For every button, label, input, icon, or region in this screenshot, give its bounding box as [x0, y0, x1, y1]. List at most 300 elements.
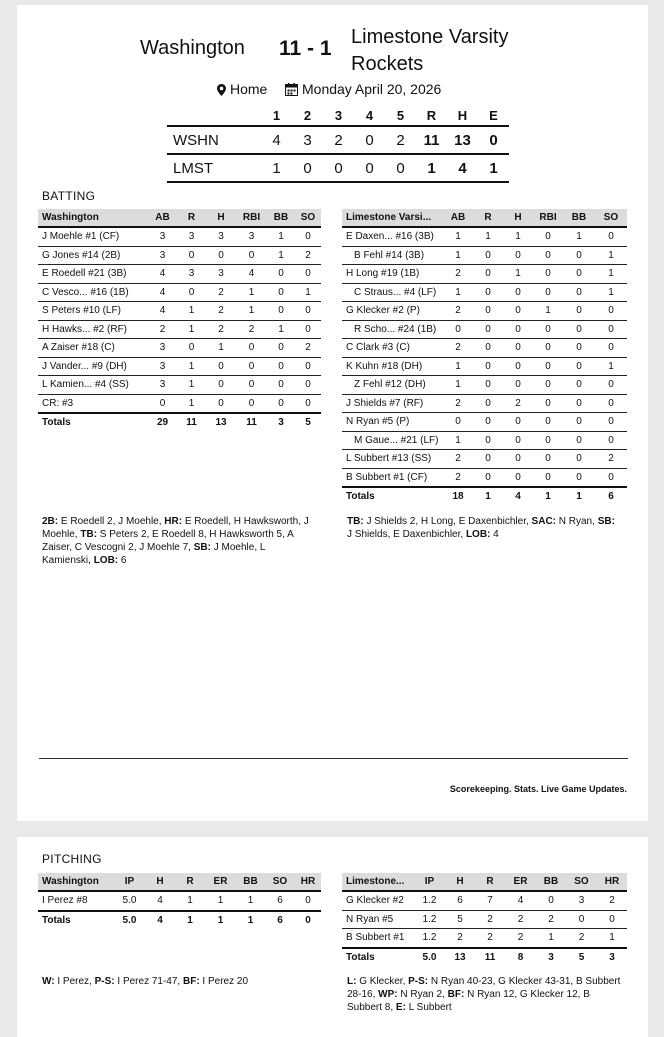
totals-row	[38, 911, 321, 930]
divider	[39, 758, 628, 759]
stat-value: 0	[295, 376, 321, 395]
player-row	[342, 302, 627, 321]
stat-value: 1	[473, 227, 503, 246]
player-name: B Fehl #14 (3B)	[342, 246, 443, 265]
away-pitching-table	[38, 873, 321, 929]
player-row	[38, 265, 321, 284]
player-row	[342, 339, 627, 358]
stat-column-header: H	[145, 873, 175, 891]
stat-value: 0	[503, 450, 533, 469]
stat-value: 0	[595, 431, 627, 450]
stat-value: 0	[236, 246, 267, 265]
stat-value: 0	[473, 283, 503, 302]
inning-score: 0	[365, 159, 374, 177]
stat-column-header: IP	[414, 873, 445, 891]
stat-value: 0	[295, 265, 321, 284]
inning-score: 0	[365, 131, 374, 149]
stat-column-header: BB	[563, 209, 595, 227]
stat-value: 1	[206, 339, 236, 358]
stat-value: 0	[595, 413, 627, 432]
stat-value: 1	[503, 227, 533, 246]
stat-value: 1	[595, 246, 627, 265]
line-score-row	[167, 126, 509, 154]
stat-value: 2	[475, 929, 505, 948]
stat-value: 0	[236, 376, 267, 395]
stat-value: 3	[148, 357, 177, 376]
line-score	[167, 105, 509, 183]
stat-value: 0	[473, 302, 503, 321]
stat-value: 0	[595, 394, 627, 413]
player-row	[342, 910, 627, 929]
stat-value: 0	[503, 246, 533, 265]
final-score: 11 - 1	[279, 37, 332, 60]
player-name: Totals	[42, 914, 71, 926]
team-column-header: Limestone Varsi...	[342, 209, 443, 227]
player-row	[342, 246, 627, 265]
stat-value: 0	[295, 891, 321, 911]
runs-header: R	[426, 107, 437, 123]
stat-value: 0	[267, 283, 295, 302]
stat-value: 0	[503, 431, 533, 450]
stat-value: 0	[563, 283, 595, 302]
table-header-row	[38, 209, 321, 227]
player-name: CR: #3	[38, 394, 148, 413]
stat-value: 0	[533, 450, 563, 469]
player-name: B Subbert #1	[342, 929, 414, 948]
home-batting-table	[342, 209, 627, 506]
stat-value: 2	[443, 265, 473, 284]
stat-value: 11	[484, 951, 496, 963]
stat-value: 0	[533, 413, 563, 432]
stat-value: 3	[609, 951, 615, 963]
stat-value: 1	[595, 265, 627, 284]
date-text: Monday April 20, 2026	[302, 81, 442, 97]
stat-value: 0	[473, 468, 503, 487]
stat-value: 0	[473, 246, 503, 265]
stat-value: 18	[452, 491, 464, 503]
player-name: L Subbert #13 (SS)	[342, 450, 443, 469]
stat-value: 0	[295, 394, 321, 413]
stat-value: 0	[503, 376, 533, 395]
stat-value: 4	[148, 265, 177, 284]
stat-column-header: AB	[443, 209, 473, 227]
stat-value: 0	[536, 891, 566, 910]
stat-value: 4	[145, 891, 175, 911]
stat-column-header: R	[177, 209, 206, 227]
stat-value: 1	[443, 227, 473, 246]
stat-value: 1	[177, 357, 206, 376]
stat-value: 11	[186, 417, 197, 429]
stat-value: 5	[578, 951, 585, 963]
player-name: H Hawks... #2 (RF)	[38, 320, 148, 339]
stat-value: 0	[473, 431, 503, 450]
stat-value: 1	[217, 914, 224, 926]
stat-value: 2	[443, 339, 473, 358]
inning-score: 0	[334, 159, 343, 177]
stat-value: 0	[563, 339, 595, 358]
stat-value: 3	[236, 227, 267, 246]
total-errors: 1	[489, 159, 498, 177]
stat-value: 0	[267, 357, 295, 376]
stat-value: 2	[536, 910, 566, 929]
stat-value: 2	[443, 394, 473, 413]
stat-value: 0	[236, 357, 267, 376]
inning-score: 2	[334, 131, 343, 149]
errors-header: E	[489, 107, 498, 123]
player-name: N Ryan #5 (P)	[342, 413, 443, 432]
stat-value: 0	[563, 394, 595, 413]
stat-value: 6	[445, 891, 475, 910]
stat-value: 2	[505, 929, 536, 948]
stat-column-header: ER	[505, 873, 536, 891]
home-team-name: Limestone Varsity Rockets	[351, 26, 509, 75]
player-name: S Peters #10 (LF)	[38, 302, 148, 321]
stat-value: 1	[545, 491, 551, 503]
stat-value: 2	[206, 320, 236, 339]
player-row	[342, 413, 627, 432]
stat-value: 0	[533, 265, 563, 284]
stat-value: 3	[206, 227, 236, 246]
table-header-row	[342, 873, 627, 891]
total-errors: 0	[489, 131, 498, 149]
stat-value: 0	[236, 394, 267, 413]
player-row	[342, 891, 627, 910]
stat-value: 0	[473, 339, 503, 358]
stat-value: 2	[206, 283, 236, 302]
stat-value: 0	[443, 320, 473, 339]
stat-value: 2	[475, 910, 505, 929]
stat-value: 0	[206, 394, 236, 413]
stat-value: 0	[473, 357, 503, 376]
stat-value: 1	[267, 320, 295, 339]
stat-value: 0	[206, 246, 236, 265]
line-score-header	[167, 105, 509, 126]
stat-column-header: BB	[267, 209, 295, 227]
stat-value: 0	[443, 413, 473, 432]
inning-header: 1	[272, 107, 281, 123]
stat-value: 1	[267, 246, 295, 265]
stat-value: 4	[236, 265, 267, 284]
stat-value: 0	[177, 339, 206, 358]
stat-value: 0	[295, 302, 321, 321]
stat-value: 0	[473, 450, 503, 469]
stat-value: 3	[548, 951, 554, 963]
player-name: Totals	[42, 417, 71, 429]
player-row	[342, 283, 627, 302]
stat-value: 1.2	[414, 910, 445, 929]
stat-column-header: HR	[597, 873, 627, 891]
inning-score: 4	[272, 131, 281, 149]
inning-header: 3	[334, 107, 343, 123]
stat-value: 0	[563, 468, 595, 487]
stat-column-header: SO	[566, 873, 597, 891]
stat-value: 0	[595, 302, 627, 321]
stat-value: 0	[595, 339, 627, 358]
stat-column-header: BB	[536, 873, 566, 891]
stat-value: 0	[267, 339, 295, 358]
stat-value: 0	[533, 468, 563, 487]
player-name: C Clark #3 (C)	[342, 339, 443, 358]
stat-value: 0	[503, 468, 533, 487]
stat-value: 4	[157, 914, 163, 926]
stat-value: 1	[247, 914, 254, 926]
player-row	[38, 283, 321, 302]
stat-value: 1	[205, 891, 236, 911]
stat-value: 1	[443, 357, 473, 376]
total-hits: 4	[458, 159, 467, 177]
stat-value: 29	[156, 417, 169, 429]
player-row	[342, 929, 627, 948]
player-row	[38, 227, 321, 246]
player-name: Totals	[346, 491, 375, 503]
stat-value: 3	[148, 246, 177, 265]
inning-header: 4	[365, 107, 374, 123]
pitching-card	[17, 837, 648, 1037]
stat-value: 0	[295, 357, 321, 376]
stat-value: 1	[187, 914, 193, 926]
player-name: E Daxen... #16 (3B)	[342, 227, 443, 246]
stat-column-header: R	[475, 873, 505, 891]
stat-value: 0	[267, 376, 295, 395]
line-score-team: WSHN	[173, 131, 219, 149]
stat-value: 1	[503, 265, 533, 284]
stat-value: 5.0	[114, 891, 145, 911]
stat-value: 1	[236, 891, 265, 911]
stat-value: 1	[563, 227, 595, 246]
stat-value: 1	[236, 283, 267, 302]
stat-value: 1	[597, 929, 627, 948]
player-name: J Shields #7 (RF)	[342, 394, 443, 413]
stat-value: 0	[267, 394, 295, 413]
stat-value: 2	[595, 450, 627, 469]
player-name: C Vesco... #16 (1B)	[38, 283, 148, 302]
stat-value: 2	[295, 339, 321, 358]
stat-value: 5	[445, 910, 475, 929]
player-name: J Moehle #1 (CF)	[38, 227, 148, 246]
player-name: G Jones #14 (2B)	[38, 246, 148, 265]
player-row	[342, 394, 627, 413]
home-pitching-table	[342, 873, 627, 966]
stat-column-header: ER	[205, 873, 236, 891]
player-row	[38, 339, 321, 358]
inning-header: 2	[303, 107, 312, 123]
inning-score: 1	[272, 159, 281, 177]
stat-value: 3	[177, 227, 206, 246]
stat-value: 0	[533, 246, 563, 265]
stat-value: 0	[295, 320, 321, 339]
stat-value: 2	[505, 910, 536, 929]
player-row	[38, 302, 321, 321]
stat-value: 1	[576, 491, 582, 503]
stat-value: 1	[443, 283, 473, 302]
tagline: Scorekeeping. Stats. Live Game Updates.	[449, 784, 627, 794]
stat-column-header: SO	[295, 209, 321, 227]
stat-value: 0	[473, 413, 503, 432]
stat-value: 0	[148, 394, 177, 413]
stat-value: 7	[475, 891, 505, 910]
game-location	[217, 81, 267, 97]
inning-score: 0	[303, 159, 312, 177]
stat-value: 6	[608, 491, 614, 503]
away-batting-notes: 2B: E Roedell 2, J Moehle, HR: E Roedell, H Hawksworth, J Moehle, TB: S Peters 2, E Roedell 8, H Hawksworth 5, A Zaiser, C Vescogni 2, J Moehle 7, SB: J Moehle, L Kamienski, LOB: 6	[42, 516, 309, 566]
stat-column-header: R	[473, 209, 503, 227]
player-name: H Long #19 (1B)	[342, 265, 443, 284]
stat-value: 1	[485, 491, 491, 503]
player-name: E Roedell #21 (3B)	[38, 265, 148, 284]
stat-value: 0	[503, 413, 533, 432]
player-row	[38, 891, 321, 911]
stat-value: 0	[473, 376, 503, 395]
stat-value: 1	[177, 320, 206, 339]
stat-value: 1	[533, 302, 563, 321]
stat-value: 0	[267, 302, 295, 321]
stat-value: 0	[236, 339, 267, 358]
player-row	[38, 394, 321, 413]
stat-value: 0	[473, 265, 503, 284]
stat-value: 1.2	[414, 891, 445, 910]
stat-column-header: H	[445, 873, 475, 891]
line-score-team: LMST	[173, 159, 214, 177]
stat-value: 5.0	[122, 914, 137, 926]
stat-column-header: H	[503, 209, 533, 227]
stat-value: 0	[563, 376, 595, 395]
location-text: Home	[230, 81, 268, 97]
totals-row	[38, 413, 321, 432]
stat-value: 4	[148, 302, 177, 321]
player-name: N Ryan #5	[342, 910, 414, 929]
player-row	[342, 227, 627, 246]
stat-column-header: R	[175, 873, 205, 891]
total-runs: 1	[427, 159, 436, 177]
stat-value: 0	[563, 265, 595, 284]
stat-value: 0	[595, 320, 627, 339]
calendar-icon	[285, 83, 298, 96]
stat-value: 1	[267, 227, 295, 246]
player-row	[342, 376, 627, 395]
stat-value: 0	[177, 283, 206, 302]
stat-value: 0	[533, 320, 563, 339]
stat-value: 3	[177, 265, 206, 284]
stat-value: 1	[536, 929, 566, 948]
stat-value: 0	[206, 376, 236, 395]
player-name: G Klecker #2	[342, 891, 414, 910]
player-row	[342, 357, 627, 376]
stat-value: 0	[563, 246, 595, 265]
stat-value: 4	[505, 891, 536, 910]
stat-value: 2	[597, 891, 627, 910]
stat-value: 0	[533, 357, 563, 376]
stat-column-header: HR	[295, 873, 321, 891]
stat-value: 0	[305, 914, 311, 926]
stat-value: 0	[563, 431, 595, 450]
player-row	[38, 320, 321, 339]
stat-value: 3	[206, 265, 236, 284]
stat-value: 0	[533, 339, 563, 358]
stat-value: 0	[595, 376, 627, 395]
totals-row	[342, 948, 627, 967]
stat-value: 3	[566, 891, 597, 910]
away-batting-table	[38, 209, 321, 432]
stat-column-header: IP	[114, 873, 145, 891]
stat-value: 1	[595, 357, 627, 376]
stat-value: 1	[175, 891, 205, 911]
stat-value: 1	[177, 302, 206, 321]
player-name: A Zaiser #18 (C)	[38, 339, 148, 358]
stat-value: 2	[443, 468, 473, 487]
stat-value: 1	[177, 394, 206, 413]
stat-value: 1	[443, 431, 473, 450]
stat-value: 1.2	[414, 929, 445, 948]
stat-value: 0	[267, 265, 295, 284]
player-row	[342, 450, 627, 469]
stat-value: 0	[563, 302, 595, 321]
stat-value: 3	[148, 227, 177, 246]
inning-score: 3	[303, 131, 312, 149]
stat-value: 0	[503, 283, 533, 302]
player-row	[38, 376, 321, 395]
player-row	[342, 431, 627, 450]
line-score-row	[167, 154, 509, 182]
home-pitching-notes: L: G Klecker, P-S: N Ryan 40-23, G Klecker 43-31, B Subbert 28-16, WP: N Ryan 2, BF: N Ryan 12, G Klecker 12, B Subbert 8, E: L Subbert	[347, 976, 621, 1013]
team-column-header: Washington	[38, 209, 148, 227]
stat-value: 13	[215, 417, 227, 429]
stat-value: 0	[503, 320, 533, 339]
stat-value: 0	[473, 320, 503, 339]
team-column-header: Washington	[38, 873, 114, 891]
stat-value: 2	[566, 929, 597, 948]
player-name: M Gaue... #21 (LF)	[342, 431, 443, 450]
stat-value: 0	[566, 910, 597, 929]
stat-value: 0	[595, 468, 627, 487]
player-name: B Subbert #1 (CF)	[342, 468, 443, 487]
boxscore-card	[17, 5, 648, 821]
team-column-header: Limestone...	[342, 873, 414, 891]
stat-value: 1	[177, 376, 206, 395]
stat-value: 6	[265, 891, 295, 911]
stat-value: 0	[503, 357, 533, 376]
stat-value: 2	[295, 246, 321, 265]
table-header-row	[342, 209, 627, 227]
stat-value: 8	[517, 951, 524, 963]
player-name: Totals	[346, 951, 375, 963]
stat-value: 2	[503, 394, 533, 413]
stat-column-header: RBI	[236, 209, 267, 227]
away-pitching-notes: W: I Perez, P-S: I Perez 71-47, BF: I Perez 20	[42, 976, 249, 987]
home-batting-notes: TB: J Shields 2, H Long, E Daxenbichler, SAC: N Ryan, SB: J Shields, E Daxenbichler, LOB: 4	[347, 516, 615, 540]
player-name: G Klecker #2 (P)	[342, 302, 443, 321]
totals-row	[342, 487, 627, 506]
stat-column-header: H	[206, 209, 236, 227]
stat-value: 3	[278, 417, 284, 429]
stat-value: 0	[563, 450, 595, 469]
player-name: Z Fehl #12 (DH)	[342, 376, 443, 395]
stat-value: 0	[177, 246, 206, 265]
stat-value: 0	[595, 227, 627, 246]
hits-header: H	[457, 107, 468, 123]
inning-score: 2	[396, 131, 405, 149]
stat-column-header: RBI	[533, 209, 563, 227]
stat-column-header: SO	[265, 873, 295, 891]
stat-value: 0	[597, 910, 627, 929]
stat-value: 0	[563, 413, 595, 432]
stat-value: 0	[563, 357, 595, 376]
inning-score: 0	[396, 159, 405, 177]
stat-value: 4	[515, 491, 521, 503]
stat-value: 0	[533, 431, 563, 450]
stat-value: 0	[473, 394, 503, 413]
stat-value: 0	[503, 339, 533, 358]
stat-value: 2	[236, 320, 267, 339]
